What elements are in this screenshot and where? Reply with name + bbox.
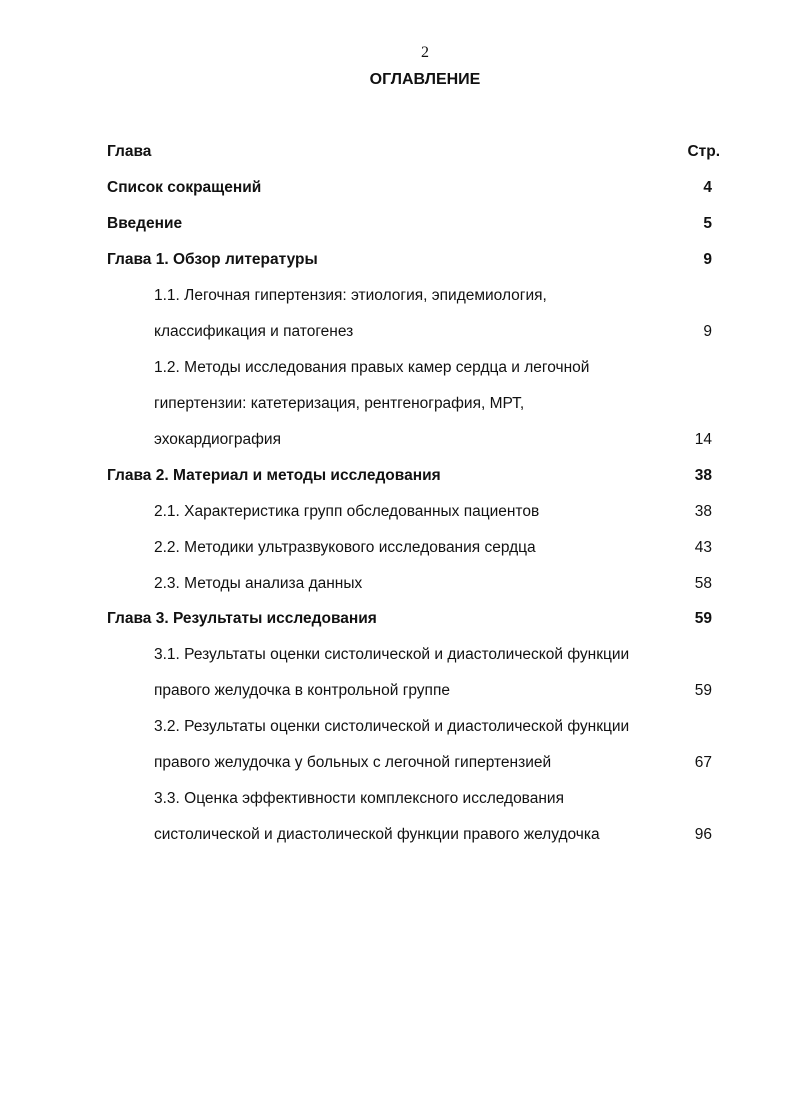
toc-entry-text: эхокардиография (154, 431, 281, 448)
toc-entry-text: 3.1. Результаты оценки систолической и диастолической функции (154, 646, 630, 663)
toc-entry-text: 1.1. Легочная гипертензия: этиология, эпидемиология, (154, 287, 547, 304)
toc-entry-text: 2.2. Методики ультразвукового исследования сердца (154, 539, 536, 556)
toc-entry-3-3-line-2 (107, 826, 720, 850)
toc-entry-text: классификация и патогенез (154, 323, 354, 340)
toc-entry-text: правого желудочка в контрольной группе (154, 682, 450, 699)
toc-entry-text: правого желудочка у больных с легочной гипертензией (154, 754, 552, 771)
toc-entry-2-2 (107, 539, 720, 563)
toc-entry-text: Введение (107, 215, 183, 232)
toc-entry-text: 2.3. Методы анализа данных (154, 575, 363, 592)
toc-entry-abbreviations (107, 179, 720, 203)
toc-entry-2-3 (107, 575, 720, 599)
toc-entry-1-2-line-3 (107, 431, 720, 455)
toc-entry-page: 38 (694, 467, 712, 484)
toc-entry-3-2-line-2 (107, 754, 720, 778)
toc-entry-text: 3.3. Оценка эффективности комплексного исследования (154, 790, 564, 807)
toc-entry-1-2-line-2 (107, 395, 720, 419)
toc-entry-3-1-line-2 (107, 682, 720, 706)
toc-entry-page: 14 (694, 431, 712, 448)
page-number: 2 (421, 44, 429, 61)
toc-entry-page: 5 (703, 215, 712, 232)
toc-entry-page: 9 (703, 323, 712, 340)
toc-entry-page: 67 (694, 754, 712, 771)
toc-entry-page: 38 (694, 503, 712, 520)
page-title: ОГЛАВЛЕНИЕ (369, 71, 481, 88)
toc-entry-page: 9 (703, 251, 712, 268)
toc-entry-chapter-2 (107, 467, 720, 491)
toc-entry-3-2-line-1 (107, 718, 720, 742)
toc-entry-text: систолической и диастолической функции правого желудочка (154, 826, 600, 843)
toc-entry-text: 2.1. Характеристика групп обследованных пациентов (154, 503, 540, 520)
toc-entry-text: Глава 2. Материал и методы исследования (107, 467, 441, 484)
toc-entry-chapter-3 (107, 610, 720, 634)
toc-entry-3-1-line-1 (107, 646, 720, 670)
toc-entry-3-3-line-1 (107, 790, 720, 814)
toc-entry-text: Глава 1. Обзор литературы (107, 251, 318, 268)
toc-entry-page: 96 (694, 826, 712, 843)
toc-entry-text: Глава 3. Результаты исследования (107, 610, 377, 627)
toc-entry-1-1-line-1 (107, 287, 720, 311)
toc-entry-page: 59 (694, 610, 712, 627)
toc-entry-text: 1.2. Методы исследования правых камер сердца и легочной (154, 359, 590, 376)
toc-entry-text: 3.2. Результаты оценки систолической и диастолической функции (154, 718, 630, 735)
toc-entry-chapter-1 (107, 251, 720, 275)
toc-entry-text: гипертензии: катетеризация, рентгенография, МРТ, (154, 395, 525, 412)
toc-entry-page: 43 (694, 539, 712, 556)
toc-entry-1-1-line-2 (107, 323, 720, 347)
toc-entry-2-1 (107, 503, 720, 527)
chapter-column-label: Глава (107, 143, 152, 160)
toc-entry-introduction (107, 215, 720, 239)
toc-header (107, 143, 720, 167)
toc-entry-page: 59 (694, 682, 712, 699)
toc-entry-1-2-line-1 (107, 359, 720, 383)
toc-entry-page: 58 (694, 575, 712, 592)
toc-entry-page: 4 (703, 179, 712, 196)
page-column-label: Стр. (687, 143, 720, 160)
toc-entry-text: Список сокращений (107, 179, 262, 196)
